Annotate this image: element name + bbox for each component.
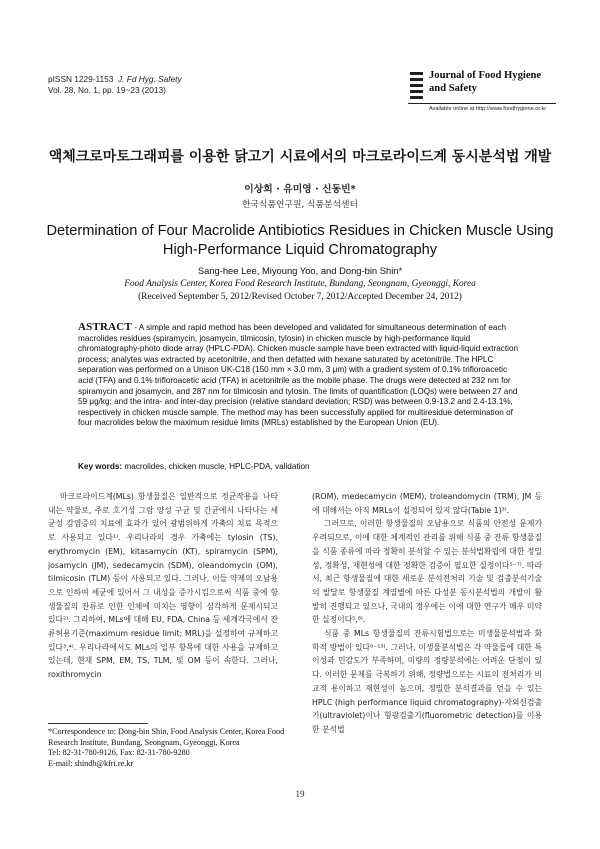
abstract-label: ASTRACT — [78, 321, 132, 333]
journal-name — [429, 70, 541, 95]
body-paragraph: (ROM), medecamycin (MEM), troleandomycin (TRM), JM 등에 대해서는 아직 MRLs이 설정되어 있지 않다(Table 1)³⁾. — [312, 492, 542, 515]
journal-name-line1: Journal of Food Hygiene — [429, 70, 542, 81]
logo-divider — [408, 103, 556, 104]
issn: pISSN 1229-1153 — [48, 74, 114, 84]
footnote-line: E-mail: shindb@kfri.re.kr — [48, 758, 134, 768]
body-paragraph: 마크로라이드계(MLs) 항생물질은 일반적으로 정균작용을 나타내는 약물로, 주로 호기성 그람 양성 구균 및 간균에서 나타나는 세균성 감염증의 치료에 효과가 있어 광범위하게 가축의 치료 목적으로 사용되고 있다¹⁾. 우리나라의 경우 가축에는 tylosin (TS), erythromycin (EM), kitasamycin (KT), spiramycin (SPM), josamycin (JM), sedecamycin (SDM), oleandomycin (OM), tilmicosin (TLM) 등이 사용되고 있다. 그러나, 이들 약제의 오남용으로 인하여 세균에 있어서 그 내성을 증가시킴으로써 식품 중에 항생물질의 잔류로 인한 인체에 미치는 영향이 심각하게 문제시되고 있다²⁾. 그리하여, MLs에 대해 EU, FDA, China 등 세계각국에서 잔류허용기준(maximum residue limit; MRL)을 설정하여 규제하고 있다³,⁴⁾. 우리나라에서도 MLs의 일부 항목에 대한 사용을 규제하고 있는데, 현재 SPM, EM, TS, TLM, 및 OM 등이 속한다. 그러나, roxithromycin — [48, 492, 278, 680]
publication-info — [48, 74, 182, 95]
title-korean: 액체크로마토그래피를 이용한 닭고기 시료에서의 마크로라이드계 동시분석법 개발 — [48, 149, 552, 165]
authors-english: Sang-hee Lee, Miyoung Yoo, and Dong-bin Shin* — [197, 265, 403, 276]
abstract-text: - A simple and rapid method has been developed and validated for simultaneous determination of each macrolides residues (spiramycin, josamycin, tilmicosin, tylosin) in chicken muscle by high-performance liquid chromatography-photo diode array (HPLC-PDA). Chicken muscle sample have been extracted with liquid-liquid extraction process; analytes was extracted by acetonitrile, and then defatted with hexane saturated by acetonitrile. The HPLC separation was performed on a Unison UK-C18 (150 mm × 3.0 mm, 3 μm) with a gradient system of 0.1% trifloroacetic acid (TFA) and 0.1% trifloroacetic acid (TFA) in acetonitrile as the mobile phase. The drugs were detected at 232 nm for spiramycin and josamycin, and 287 nm for tilmicosin and tylosin. The limits of quantification (LOQs) were between 27 and 59 μg/kg; and the intra- and inter-day precision (relative standard deviation; RSD) was between 0.9-13.2 and 2.4-13.1%, respectively in chicken muscle sample. The method may has been successfully applied for multiresidue determination of four macrolides below the maximum residue limits (MRLs) established by the European Union (EU). — [78, 323, 519, 428]
volume-line: Vol. 28, No. 1, pp. 19~23 (2013) — [48, 84, 166, 95]
affiliation-korean: 한국식품연구원, 식품분석센터 — [241, 200, 359, 210]
body-column-left — [48, 490, 278, 682]
journal-logo — [408, 70, 556, 116]
keywords-text: macrolides, chicken muscle, HPLC-PDA, validation — [122, 462, 310, 471]
authors-korean: 이상희 · 유미영 · 신동빈* — [244, 184, 356, 195]
journal-abbrev: J. Fd Hyg. Safety — [118, 74, 182, 84]
body-paragraph: 식품 중 MLs 항생물질의 잔류시험법으로는 미생물분석법과 화학적 방법이 있다⁹⁻¹³⁾. 그러나, 미생물분석법은 각 약물들에 대한 특이성과 민감도가 부족하며, 미량의 정량분석에는 어려운 단점이 있다. 이러한 문제를 극복하기 위해, 정량법으로는 시료의 전처리가 비교적 용이하고 재현성이 높으며, 정밀한 분석결과를 얻을 수 있는 HPLC (high performance liquid chromatography)-자외선검출기(ultraviolet)이나 형광검출기(fluorometric detection)를 이용한 분석법 — [312, 629, 542, 734]
title-english-line1: Determination of Four Macrolide Antibiotics Residues in Chicken Muscle Using — [46, 223, 554, 239]
page-number: 19 — [295, 789, 305, 799]
journal-name-line2: and Safety — [429, 82, 477, 94]
keywords-label: Key words: — [78, 462, 123, 471]
footnote-line: Tel: 82-31-780-9126, Fax: 82-31-780-9280 — [48, 748, 190, 758]
footnote-divider — [48, 723, 148, 724]
abstract — [78, 322, 524, 429]
journal-url: Available online at http://www.foodhygiene.or.kr — [429, 106, 547, 112]
title-english-line2: High-Performance Liquid Chromatography — [162, 241, 438, 258]
title-english — [0, 222, 600, 259]
affiliation-english: Food Analysis Center, Korea Food Research Institute, Bundang, Seongnam, Gyeonggi, Korea — [124, 279, 476, 289]
body-column-right — [312, 490, 542, 737]
correspondence-footnote — [48, 727, 288, 769]
received-dates: (Received September 5, 2012/Revised October 7, 2012/Accepted December 24, 2012) — [138, 292, 462, 302]
footnote-line: *Correspondence to: Dong-bin Shin, Food Analysis Center, Korea Food Research Institute, Bundang, Seongnam, Gyeonggi, Korea — [48, 727, 285, 747]
keywords — [78, 462, 524, 471]
journal-logo-mark-icon — [408, 72, 425, 104]
body-paragraph: 그러므로, 이러한 항생물질의 오남용으로 식품의 안전성 문제가 우려되므로, 이에 대한 체계적인 관리를 위해 식품 중 잔류 항생물질을 식품 종류에 따라 정확히 분석할 수 있는 분석법확립에 대한 정밀성, 정확성, 재현성에 대한 정확한 검증이 필요한 실정이다⁵⁻⁷⁾. 따라서, 최근 항생물질에 대한 새로운 분석전처리 기술 및 검출분석기술의 발달로 항생물질 계열별에 따른 다성분 동시분석법의 개발이 활발히 진행되고 있으나, 국내의 경우에는 이에 대한 연구가 매우 미약한 실정이다⁵,⁸⁾. — [312, 519, 542, 625]
